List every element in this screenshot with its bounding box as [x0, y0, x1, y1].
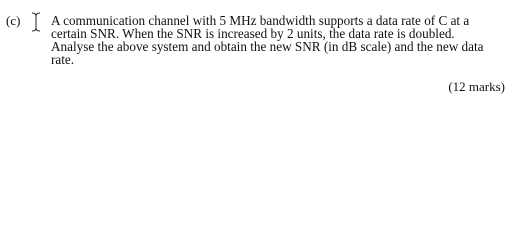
marks-allocation: (12 marks) [448, 79, 505, 94]
question-line-4: rate. [51, 52, 75, 67]
text-cursor-icon [31, 12, 41, 32]
question-text [51, 14, 521, 66]
question-label: (c) [6, 13, 21, 28]
question-line-2: certain SNR. When the SNR is increased by 2 units, the data rate is doubled. [51, 26, 455, 41]
question-line-1: A communication channel with 5 MHz bandwidth supports a data rate of C at a [51, 13, 470, 28]
question-line-3: Analyse the above system and obtain the new SNR (in dB scale) and the new data [51, 39, 484, 54]
question-block [0, 0, 525, 102]
